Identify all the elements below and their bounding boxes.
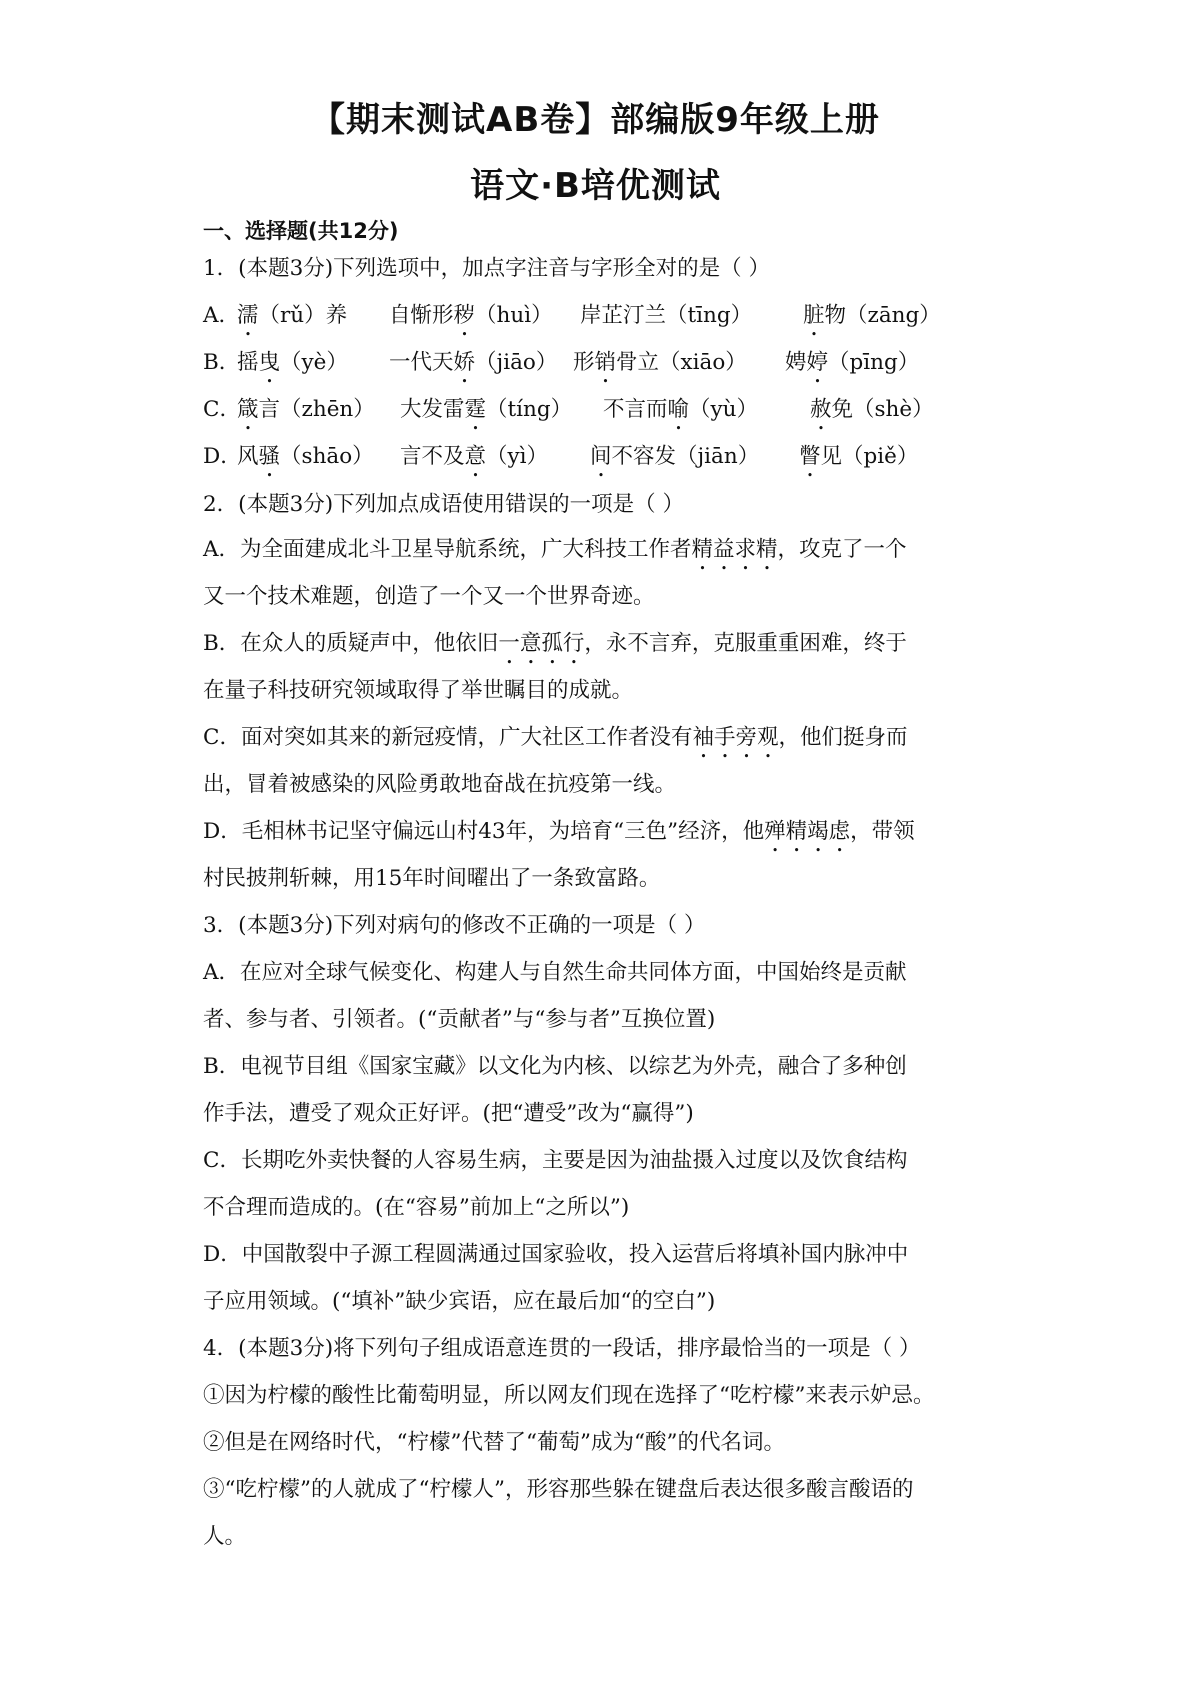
question-3-option-a: A．在应对全球气候变化、构建人与自然生命共同体方面，中国始终是贡献 <box>203 960 907 985</box>
question-2-option-c: C．面对突如其来的新冠疫情，广大社区工作者没有袖手旁观，他们挺身而 <box>203 725 908 750</box>
question-3-option-d: D．中国散裂中子源工程圆满通过国家验收，投入运营后将填补国内脉冲中 <box>203 1242 909 1267</box>
question-1-row-d <box>203 442 1003 472</box>
question-4-sentence-3: ③“吃柠檬”的人就成了“柠檬人”，形容那些躲在键盘后表达很多酸言酸语的 <box>203 1477 914 1502</box>
option-item: 一代天娇（jiāo） <box>389 350 558 375</box>
question-3-option-a-cont: 者、参与者、引领者。(“贡献者”与“参与者”互换位置) <box>203 1007 716 1032</box>
question-1-row-c <box>203 395 1003 425</box>
option-label: B． <box>203 350 241 375</box>
page-title: 【期末测试AB卷】部编版9年级上册 <box>311 100 880 140</box>
question-3-option-c: C．长期吃外卖快餐的人容易生病，主要是因为油盐摄入过度以及饮食结构 <box>203 1148 908 1173</box>
question-2-option-b-cont: 在量子科技研究领域取得了举世瞩目的成就。 <box>203 678 634 703</box>
question-1-stem: 1．(本题3分)下列选项中，加点字注音与字形全对的是（ ） <box>203 256 770 281</box>
option-item: 间不容发（jiān） <box>590 444 760 469</box>
section-heading: 一、选择题(共12分) <box>203 219 399 243</box>
question-3-option-c-cont: 不合理而造成的。(在“容易”前加上“之所以”) <box>203 1195 630 1220</box>
question-3-stem: 3．(本题3分)下列对病句的修改不正确的一项是（ ） <box>203 913 706 938</box>
option-item: 赦免（shè） <box>810 397 934 422</box>
option-item: 风骚（shāo） <box>237 444 374 469</box>
option-item: 大发雷霆（tíng） <box>400 397 573 422</box>
question-2-option-c-cont: 出，冒着被感染的风险勇敢地奋战在抗疫第一线。 <box>203 772 677 797</box>
option-item: 箴言（zhēn） <box>237 397 375 422</box>
question-3-option-b-cont: 作手法，遭受了观众正好评。(把“遭受”改为“赢得”) <box>203 1101 694 1126</box>
option-item: 岸芷汀兰（tīng） <box>580 303 753 328</box>
question-2-option-a-cont: 又一个技术难题，创造了一个又一个世界奇迹。 <box>203 584 655 609</box>
option-label: A． <box>203 303 241 328</box>
question-2-option-d: D．毛相林书记坚守偏远山村43年，为培育“三色”经济，他殚精竭虑，带领 <box>203 819 915 844</box>
option-item: 自惭形秽（huì） <box>389 303 553 328</box>
option-item: 濡（rǔ）养 <box>237 303 348 328</box>
page-subtitle: 语文·B培优测试 <box>470 166 721 206</box>
question-4-sentence-2: ②但是在网络时代，“柠檬”代替了“葡萄”成为“酸”的代名词。 <box>203 1430 785 1455</box>
question-2-option-d-cont: 村民披荆斩棘，用15年时间曜出了一条致富路。 <box>203 866 661 891</box>
option-item: 形销骨立（xiāo） <box>573 350 747 375</box>
question-2-stem: 2．(本题3分)下列加点成语使用错误的一项是（ ） <box>203 492 684 517</box>
question-2-option-a: A．为全面建成北斗卫星导航系统，广大科技工作者精益求精，攻克了一个 <box>203 537 907 562</box>
question-1-row-a <box>203 301 1003 331</box>
question-3-option-d-cont: 子应用领域。(“填补”缺少宾语，应在最后加“的空白”) <box>203 1289 716 1314</box>
question-4-sentence-3-cont: 人。 <box>203 1524 247 1549</box>
option-item: 言不及意（yì） <box>400 444 549 469</box>
question-4-sentence-1: ①因为柠檬的酸性比葡萄明显，所以网友们现在选择了“吃柠檬”来表示妒忌。 <box>203 1383 935 1408</box>
question-4-stem: 4．(本题3分)将下列句子组成语意连贯的一段话，排序最恰当的一项是（ ） <box>203 1336 921 1361</box>
option-label: D． <box>203 444 242 469</box>
option-label: C． <box>203 397 241 422</box>
question-1-row-b <box>203 348 1003 378</box>
option-item: 瞥见（piě） <box>799 444 919 469</box>
option-item: 摇曳（yè） <box>237 350 348 375</box>
question-3-option-b: B．电视节目组《国家宝藏》以文化为内核、以综艺为外壳，融合了多种创 <box>203 1054 907 1079</box>
option-item: 不言而喻（yù） <box>603 397 759 422</box>
question-2-option-b: B．在众人的质疑声中，他依旧一意孤行，永不言弃，克服重重困难，终于 <box>203 631 907 656</box>
option-item: 脏物（zāng） <box>803 303 941 328</box>
option-item: 娉婷（pīng） <box>785 350 920 375</box>
